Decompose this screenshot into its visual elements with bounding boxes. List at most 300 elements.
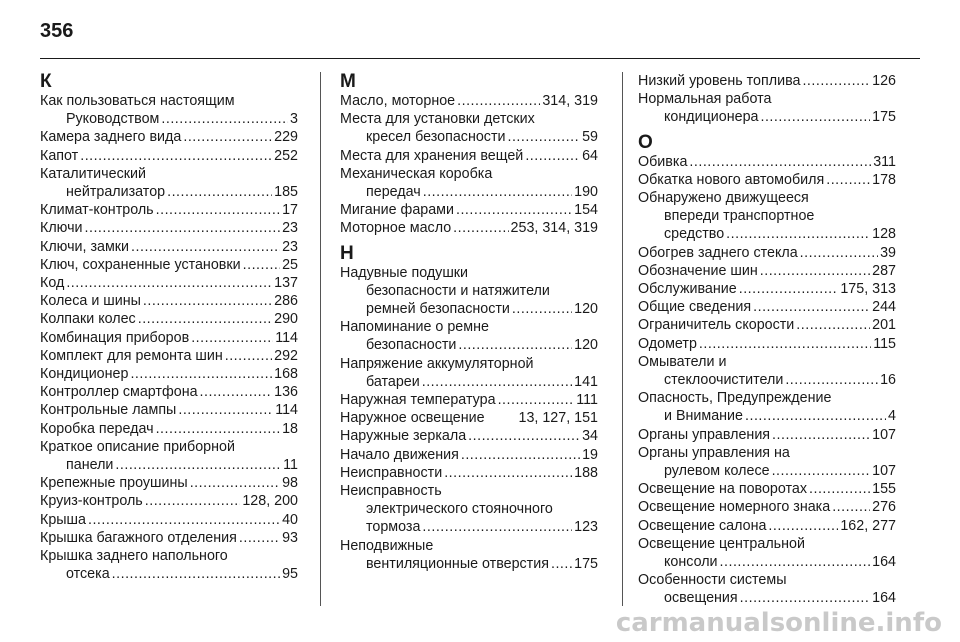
page-reference[interactable]: 98 — [282, 475, 298, 492]
index-entry-term: Начало движения — [340, 446, 459, 463]
page-reference[interactable]: 120 — [574, 337, 598, 354]
index-entry-term: Крепежные проушины — [40, 475, 188, 492]
index-entry-term: Органы управления — [638, 426, 771, 443]
index-entry — [340, 201, 598, 219]
index-entry-text: Крышка заднего напольного — [40, 548, 228, 565]
page-reference[interactable]: 111 — [576, 392, 598, 409]
dot-leader — [422, 373, 572, 391]
index-entry-term: Круиз-контроль — [40, 493, 143, 510]
page-reference[interactable]: 185 — [274, 184, 298, 201]
index-entry — [40, 147, 298, 165]
index-entry-text: Каталитический — [40, 165, 146, 182]
page-reference[interactable]: 95 — [282, 566, 298, 583]
index-entry — [638, 498, 896, 516]
index-entry — [40, 92, 298, 128]
index-entry-text: Краткое описание приборной — [40, 438, 235, 455]
index-entry-term: нейтрализатор — [66, 184, 166, 201]
index-entry-term: Обозначение шин — [638, 262, 758, 279]
index-entry-term: отсека — [66, 566, 110, 583]
page-reference[interactable]: 164 — [872, 554, 896, 571]
page-reference[interactable]: 162, 277 — [840, 517, 896, 534]
page-reference[interactable]: 244 — [872, 299, 896, 316]
index-entry-line — [40, 474, 298, 492]
index-entry-term: Крыша — [40, 511, 86, 528]
index-entry-line — [40, 128, 298, 146]
page-reference[interactable]: 16 — [880, 372, 896, 389]
page-reference[interactable]: 25 — [282, 256, 298, 273]
page-reference[interactable]: 188 — [574, 464, 598, 481]
dot-leader — [760, 108, 870, 126]
index-entry — [638, 426, 896, 444]
index-entry-line — [638, 153, 896, 171]
index-entry-term: Контроллер смартфона — [40, 384, 198, 401]
page-reference[interactable]: 128, 200 — [242, 493, 298, 510]
index-entry-line — [40, 219, 298, 237]
page-reference[interactable]: 311 — [873, 153, 896, 170]
index-entry-term: передач — [366, 184, 421, 201]
page-reference[interactable]: 175 — [574, 555, 598, 572]
page-reference[interactable]: 23 — [282, 220, 298, 237]
index-letter-heading: Н — [340, 242, 354, 264]
index-entry — [638, 244, 896, 262]
index-entry-term: Климат-контроль — [40, 202, 154, 219]
index-entry-term: Капот — [40, 147, 79, 164]
index-entry-line — [40, 420, 298, 438]
index-entry-term: Освещение на поворотах — [638, 481, 807, 498]
index-entry-term: Комбинация приборов — [40, 329, 190, 346]
index-column-2 — [340, 72, 598, 573]
index-entry-line — [340, 336, 598, 354]
index-entry-line — [40, 365, 298, 383]
index-entry — [340, 318, 598, 354]
index-entry — [40, 219, 298, 237]
index-column-1 — [40, 72, 298, 583]
index-entry-line — [638, 72, 896, 90]
dot-leader — [239, 529, 280, 547]
index-entry-line — [40, 201, 298, 219]
index-entry-line — [40, 347, 298, 365]
page-reference[interactable]: 40 — [282, 511, 298, 528]
index-entry — [40, 165, 298, 201]
dot-leader — [423, 183, 572, 201]
index-entry-term: Мигание фарами — [340, 202, 454, 219]
page-reference[interactable]: 107 — [872, 463, 896, 480]
dot-leader — [143, 292, 272, 310]
index-entry-line — [340, 555, 598, 573]
index-entry-term: Наружная температура — [340, 392, 496, 409]
index-entry-term: Общие сведения — [638, 299, 752, 316]
index-entry — [340, 537, 598, 573]
index-entry-line — [40, 492, 298, 510]
index-entry-term: Масло, моторное — [340, 93, 456, 109]
page-reference[interactable]: 229 — [274, 129, 298, 146]
dot-leader — [507, 128, 580, 146]
dot-leader — [422, 518, 572, 536]
page-reference[interactable]: 114 — [275, 402, 298, 419]
index-entry-term: Ключ, сохраненные установки — [40, 256, 241, 273]
index-entry-line — [340, 201, 598, 219]
page-reference[interactable]: 17 — [282, 202, 298, 219]
index-entry-term: Одометр — [638, 335, 697, 352]
index-entry-term: Освещение номерного знака — [638, 499, 831, 516]
dot-leader — [512, 300, 572, 318]
index-entry — [40, 310, 298, 328]
index-entry-text: Омыватели и — [638, 353, 727, 370]
index-entry-line — [40, 511, 298, 529]
index-entry-line — [340, 147, 598, 165]
column-divider — [622, 72, 623, 606]
dot-leader — [456, 201, 572, 219]
index-entry-text: Места для установки детских — [340, 111, 535, 128]
index-entry-line — [638, 280, 896, 298]
dot-leader — [112, 565, 280, 583]
dot-leader — [156, 201, 280, 219]
index-entry-line — [40, 310, 298, 328]
dot-leader — [468, 427, 580, 445]
index-entry-term: Низкий уровень топлива — [638, 73, 801, 89]
page-reference[interactable]: 34 — [582, 428, 598, 445]
dot-leader — [461, 446, 580, 464]
index-entry-line — [638, 108, 896, 126]
page-reference[interactable]: 4 — [888, 408, 896, 425]
index-letter-heading: О — [638, 131, 653, 153]
page-number: 356 — [40, 20, 74, 42]
page-reference[interactable]: 93 — [282, 529, 298, 546]
dot-leader — [243, 256, 280, 274]
dot-leader — [225, 347, 272, 365]
index-entry-line — [638, 426, 896, 444]
index-entry — [40, 383, 298, 401]
index-entry — [638, 171, 896, 189]
dot-leader — [772, 462, 871, 480]
dot-leader — [726, 225, 870, 243]
page-reference[interactable]: 64 — [582, 147, 598, 164]
index-entry — [340, 464, 598, 482]
index-entry-line — [638, 244, 896, 262]
page-reference[interactable]: 128 — [872, 226, 896, 243]
index-entry-line — [340, 409, 598, 427]
index-entry-line — [340, 128, 598, 146]
index-entry-line — [638, 498, 896, 516]
dot-leader — [772, 426, 870, 444]
dot-leader — [796, 316, 870, 334]
page-reference[interactable]: 107 — [872, 426, 896, 443]
dot-leader — [458, 336, 572, 354]
index-entry — [638, 335, 896, 353]
index-letter-heading: К — [40, 71, 52, 92]
index-entry — [40, 401, 298, 419]
page-reference[interactable]: 286 — [274, 293, 298, 310]
index-entry — [40, 201, 298, 219]
index-entry-text: Освещение центральной — [638, 535, 805, 552]
index-entry — [638, 316, 896, 334]
dot-leader — [498, 391, 575, 409]
index-entry-line — [638, 371, 896, 389]
index-entry-line — [638, 589, 896, 607]
page-reference[interactable]: 3 — [290, 111, 298, 128]
index-entry — [340, 264, 598, 319]
index-entry-line — [40, 456, 298, 474]
page-reference[interactable]: 114 — [275, 329, 298, 346]
dot-leader — [739, 280, 839, 298]
page-reference[interactable]: 276 — [872, 499, 896, 516]
index-entry-line — [340, 219, 598, 237]
index-entry-line — [340, 391, 598, 409]
index-entry-line — [40, 238, 298, 256]
index-entry-line — [340, 300, 598, 318]
index-entry-line — [638, 262, 896, 280]
dot-leader — [190, 474, 280, 492]
index-entry-line — [40, 329, 298, 347]
dot-leader — [138, 310, 272, 328]
dot-leader — [551, 555, 572, 573]
index-column-3 — [638, 72, 896, 608]
index-entry-term: Комплект для ремонта шин — [40, 347, 223, 364]
index-entry-term: Кондиционер — [40, 366, 129, 383]
page-reference[interactable]: 175 — [872, 109, 896, 126]
page-reference[interactable]: 120 — [574, 301, 598, 318]
header-rule — [40, 58, 920, 59]
dot-leader — [161, 110, 288, 128]
index-entry — [40, 365, 298, 383]
page-reference[interactable]: 59 — [582, 129, 598, 146]
index-entry — [340, 110, 598, 146]
index-entry-term: и Внимание — [664, 408, 743, 425]
dot-leader — [832, 498, 870, 516]
dot-leader — [753, 298, 870, 316]
page-reference[interactable]: 136 — [274, 384, 298, 401]
index-entry-line — [340, 427, 598, 445]
dot-leader — [699, 335, 871, 353]
dot-leader — [88, 511, 280, 529]
index-entry-line — [638, 335, 896, 353]
index-entry — [638, 571, 896, 607]
dot-leader — [66, 274, 272, 292]
page-reference[interactable]: 287 — [872, 262, 896, 279]
index-entry — [638, 262, 896, 280]
page-reference[interactable]: 178 — [872, 171, 896, 188]
index-entry — [638, 353, 896, 389]
dot-leader — [80, 147, 272, 165]
index-entry-term: Моторное масло — [340, 220, 452, 237]
index-entry-term: Освещение салона — [638, 517, 767, 534]
dot-leader — [800, 244, 878, 262]
page-reference[interactable]: 39 — [880, 244, 896, 261]
index-entry-term: батареи — [366, 373, 420, 390]
index-entry-line — [638, 407, 896, 425]
index-entry-line — [40, 274, 298, 292]
dot-leader — [178, 401, 273, 419]
page-reference[interactable]: 164 — [872, 590, 896, 607]
index-entry-term: Ограничитель скорости — [638, 317, 795, 334]
column-divider — [320, 72, 321, 606]
page-reference[interactable]: 141 — [574, 373, 598, 390]
index-entry — [340, 391, 598, 409]
index-entry-line — [340, 373, 598, 391]
dot-leader — [760, 262, 870, 280]
index-entry-term: Места для хранения вещей — [340, 147, 524, 164]
index-entry-term: Камера заднего вида — [40, 129, 182, 146]
index-entry-line — [638, 171, 896, 189]
index-entry — [40, 511, 298, 529]
index-entry — [40, 347, 298, 365]
dot-leader — [745, 407, 886, 425]
page-reference[interactable]: 175, 313 — [840, 281, 896, 298]
index-entry-line — [40, 256, 298, 274]
index-entry-line — [340, 446, 598, 464]
index-entry-term: панели — [66, 457, 114, 474]
index-entry-line — [638, 480, 896, 498]
index-entry — [638, 72, 896, 90]
page-reference[interactable]: 154 — [574, 202, 598, 219]
page-reference[interactable]: 13, 127, 151 — [518, 410, 598, 427]
dot-leader — [131, 238, 280, 256]
index-entry — [40, 492, 298, 510]
index-entry-line — [638, 517, 896, 535]
index-entry-term: средство — [664, 226, 725, 243]
index-entry — [340, 355, 598, 391]
dot-leader — [444, 464, 572, 482]
index-entry-term: Руководством — [66, 111, 160, 128]
index-entry — [40, 438, 298, 474]
index-entry — [40, 292, 298, 310]
page-reference[interactable]: 137 — [274, 275, 298, 292]
page-reference[interactable]: 115 — [873, 335, 896, 352]
index-entry-term: Наружные зеркала — [340, 428, 467, 445]
page-reference[interactable]: 123 — [574, 519, 598, 536]
index-entry — [638, 517, 896, 535]
index-entry-line — [340, 518, 598, 536]
index-entry — [40, 128, 298, 146]
index-entry — [638, 389, 896, 425]
index-entry — [340, 219, 598, 237]
dot-leader — [167, 183, 272, 201]
index-entry-term: кондиционера — [664, 109, 759, 126]
dot-leader — [191, 329, 273, 347]
index-entry-text: Обнаружено движущееся — [638, 190, 809, 207]
index-entry — [40, 256, 298, 274]
index-entry — [40, 529, 298, 547]
index-entry-text: Напряжение аккумуляторной — [340, 355, 534, 372]
dot-leader — [156, 420, 281, 438]
page-reference[interactable]: 314, 319 — [542, 93, 598, 109]
index-entry — [340, 482, 598, 537]
index-entry-line — [40, 565, 298, 583]
page-reference[interactable]: 19 — [582, 446, 598, 463]
index-entry-term: безопасности — [366, 337, 457, 354]
index-entry-line — [40, 183, 298, 201]
index-entry — [638, 280, 896, 298]
index-entry — [340, 92, 598, 110]
dot-leader — [130, 365, 272, 383]
index-entry-term: Контрольные лампы — [40, 402, 177, 419]
index-entry — [340, 165, 598, 201]
dot-leader — [85, 219, 281, 237]
index-entry — [638, 90, 896, 126]
index-entry — [40, 474, 298, 492]
index-entry-line — [638, 462, 896, 480]
page-reference[interactable]: 190 — [574, 184, 598, 201]
dot-leader — [183, 128, 272, 146]
index-entry-term: Колеса и шины — [40, 293, 141, 310]
index-entry-term: рулевом колесе — [664, 463, 770, 480]
index-entry — [638, 298, 896, 316]
page-reference[interactable]: 11 — [283, 457, 298, 474]
index-entry-text: Неисправность — [340, 483, 442, 500]
index-entry-text: Органы управления на — [638, 444, 790, 461]
index-entry-text: Нормальная работа — [638, 91, 772, 108]
index-entry-line — [40, 292, 298, 310]
index-entry-line — [40, 147, 298, 165]
index-entry-term: тормоза — [366, 519, 421, 536]
dot-leader — [740, 589, 870, 607]
page-reference[interactable]: 253, 314, 319 — [510, 220, 598, 237]
index-entry-term: Ключи — [40, 220, 83, 237]
index-entry-term: стеклоочистители — [664, 372, 784, 389]
page-reference[interactable]: 201 — [872, 317, 896, 334]
index-entry-term: ремней безопасности — [366, 301, 510, 318]
index-entry-line — [40, 401, 298, 419]
index-entry — [340, 446, 598, 464]
index-entry-term: Обивка — [638, 153, 688, 170]
index-entry-line — [40, 110, 298, 128]
page-reference[interactable]: 23 — [282, 238, 298, 255]
index-entry — [638, 153, 896, 171]
page-reference[interactable]: 290 — [274, 311, 298, 328]
index-entry-line — [340, 183, 598, 201]
page-reference[interactable]: 18 — [282, 420, 298, 437]
index-entry — [40, 329, 298, 347]
index-entry-term: вентиляционные отверстия — [366, 555, 549, 572]
page-reference[interactable]: 126 — [872, 73, 896, 89]
dot-leader — [453, 219, 508, 237]
dot-leader — [826, 171, 870, 189]
page-reference[interactable]: 155 — [872, 481, 896, 498]
index-entry-text: Надувные подушки — [340, 264, 469, 281]
index-entry-term: кресел безопасности — [366, 129, 506, 146]
dot-leader — [200, 383, 273, 401]
dot-leader — [802, 72, 870, 90]
page-reference[interactable]: 252 — [274, 147, 298, 164]
index-entry-term: Обкатка нового автомобиля — [638, 171, 825, 188]
dot-leader — [457, 92, 540, 110]
index-entry — [340, 147, 598, 165]
page-reference[interactable]: 168 — [274, 366, 298, 383]
index-entry-term: освещения — [664, 590, 738, 607]
index-entry — [638, 535, 896, 571]
index-entry-text: Особенности системы — [638, 572, 787, 589]
index-entry — [40, 238, 298, 256]
index-entry-line — [340, 92, 598, 110]
index-entry — [638, 480, 896, 498]
dot-leader — [785, 371, 878, 389]
dot-leader — [145, 492, 241, 510]
index-entry-line — [638, 225, 896, 243]
index-entry — [40, 274, 298, 292]
index-entry — [340, 427, 598, 445]
index-entry — [40, 420, 298, 438]
index-entry-line — [40, 529, 298, 547]
index-entry — [40, 547, 298, 583]
dot-leader — [525, 147, 580, 165]
index-entry-term: Обогрев заднего стекла — [638, 244, 798, 261]
page-reference[interactable]: 292 — [274, 347, 298, 364]
index-entry-term: Ключи, замки — [40, 238, 130, 255]
index-entry — [638, 189, 896, 244]
index-entry-term: консоли — [664, 554, 718, 571]
index-entry-term: Наружное освещение — [340, 410, 485, 427]
index-entry-term: Колпаки колес — [40, 311, 136, 328]
